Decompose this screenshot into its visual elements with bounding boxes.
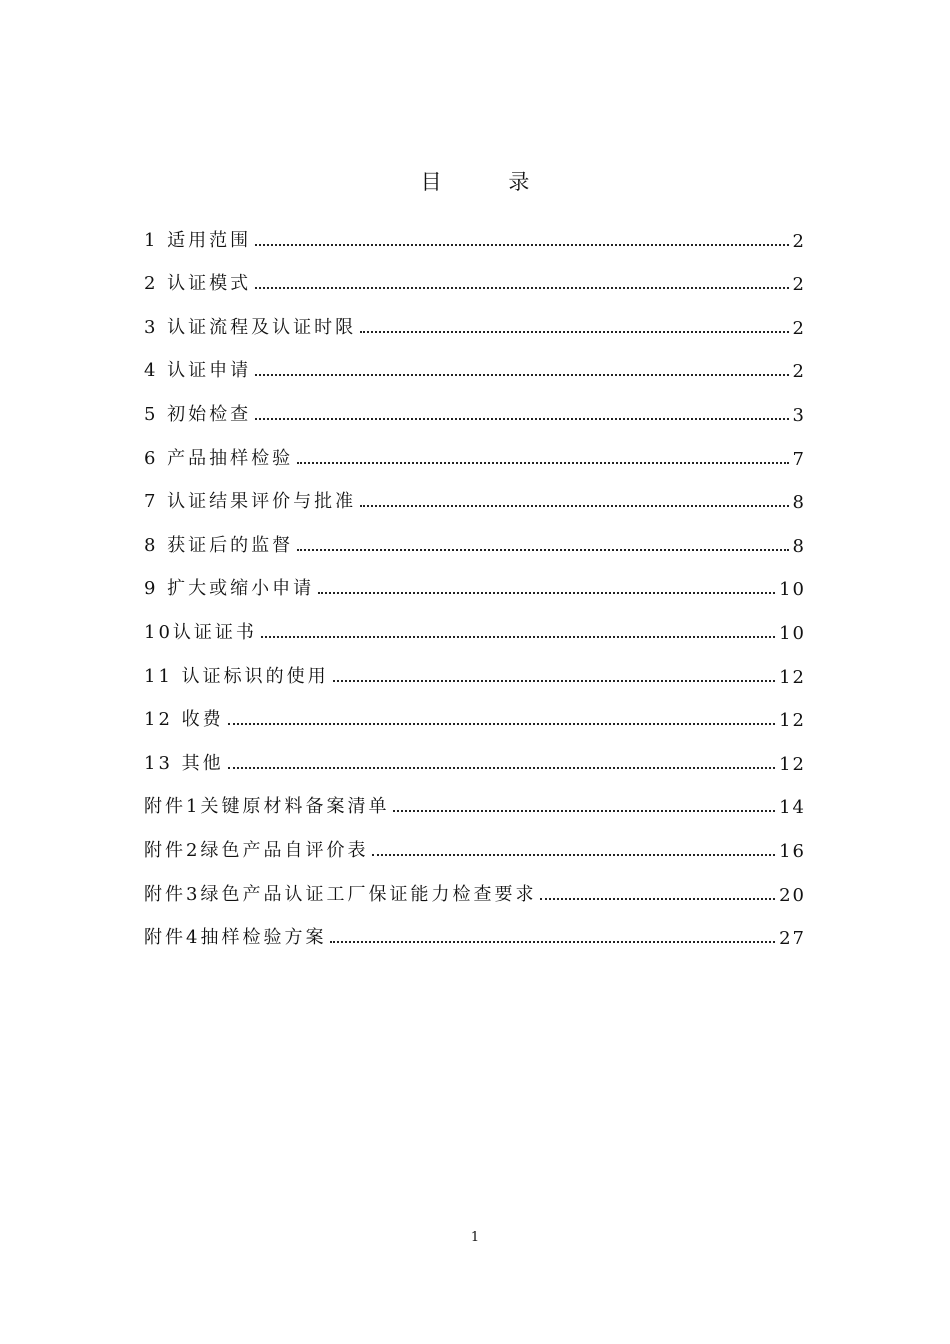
dot-leader [255,374,788,376]
toc-entry[interactable] [144,339,806,383]
toc-entry[interactable] [144,557,806,601]
toc-entry[interactable] [144,688,806,732]
toc-entry-label: 2 认证模式 [144,273,252,295]
dot-leader [228,723,775,725]
toc-entry-page: 27 [779,928,806,950]
dot-leader [393,810,775,812]
toc-entry[interactable] [144,775,806,819]
toc-entry[interactable] [144,208,806,252]
toc-entry[interactable] [144,426,806,470]
toc-entry-page: 2 [792,317,806,339]
dot-leader [540,898,775,900]
dot-leader [228,767,775,769]
toc-entry[interactable] [144,862,806,906]
dot-leader [333,680,775,682]
dot-leader [255,244,788,246]
toc-entry[interactable] [144,644,806,688]
toc-entry[interactable] [144,470,806,514]
dot-leader [255,287,788,289]
toc-entry-page: 2 [792,274,806,296]
toc-entry[interactable] [144,906,806,950]
toc-entry[interactable] [144,818,806,862]
toc-entry-page: 7 [792,448,806,470]
toc-entry[interactable] [144,252,806,296]
toc-entry-label: 附件1关键原材料备案清单 [144,796,390,818]
toc-entry-page: 12 [779,666,806,688]
toc-entry-page: 16 [779,840,806,862]
toc-entry-label: 8 获证后的监督 [144,534,294,556]
dot-leader [360,505,788,507]
toc-entry-label: 3 认证流程及认证时限 [144,316,357,338]
page-number: 1 [470,1230,480,1245]
toc-entry-label: 附件4抽样检验方案 [144,927,327,949]
dot-leader [297,549,788,551]
dot-leader [255,418,788,420]
toc-entry-label: 9 扩大或缩小申请 [144,578,315,600]
dot-leader [372,854,775,856]
dot-leader [318,592,775,594]
toc-entry-label: 5 初始检查 [144,403,252,425]
toc-entry-label: 7 认证结果评价与批准 [144,491,357,513]
toc-entry-page: 2 [792,230,806,252]
toc-entry-page: 8 [792,535,806,557]
dot-leader [360,331,788,333]
toc-entry-page: 12 [779,710,806,732]
toc-entry-label: 12 收费 [144,709,224,731]
table-of-contents [144,208,806,949]
toc-entry-page: 10 [779,622,806,644]
toc-entry[interactable] [144,295,806,339]
toc-entry-label: 13 其他 [144,752,224,774]
toc-entry[interactable] [144,600,806,644]
toc-entry-page: 10 [779,579,806,601]
toc-entry[interactable] [144,382,806,426]
toc-entry-page: 2 [792,361,806,383]
toc-entry-label: 10认证证书 [144,621,257,643]
toc-entry-page: 8 [792,492,806,514]
toc-entry-label: 6 产品抽样检验 [144,447,294,469]
toc-entry-label: 1 适用范围 [144,229,252,251]
toc-entry[interactable] [144,513,806,557]
toc-title: 目 录 [420,170,560,194]
toc-entry-page: 20 [779,884,806,906]
toc-entry[interactable] [144,731,806,775]
dot-leader [297,462,788,464]
toc-entry-label: 4 认证申请 [144,360,252,382]
dot-leader [261,636,775,638]
dot-leader [330,941,775,943]
toc-entry-label: 附件3绿色产品认证工厂保证能力检查要求 [144,883,537,905]
toc-entry-page: 3 [792,404,806,426]
toc-entry-label: 附件2绿色产品自评价表 [144,839,369,861]
toc-entry-page: 14 [779,797,806,819]
toc-entry-page: 12 [779,753,806,775]
toc-entry-label: 11 认证标识的使用 [144,665,329,687]
